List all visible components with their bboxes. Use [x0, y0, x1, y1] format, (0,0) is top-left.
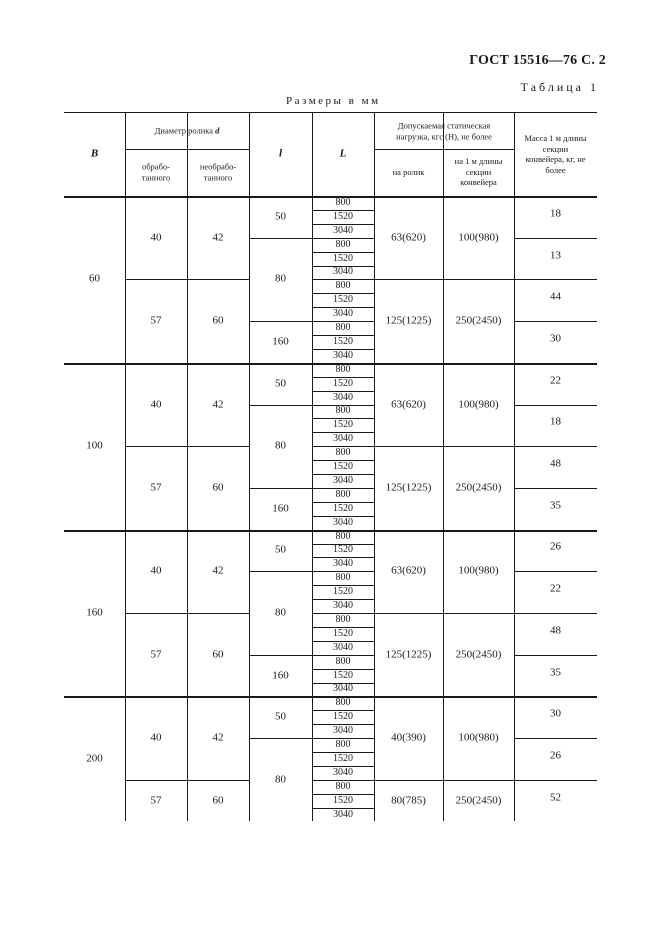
table-rule [249, 738, 312, 739]
header-diameter [155, 126, 220, 137]
L-value: 3040 [333, 474, 353, 486]
header-mass-line: более [545, 164, 566, 175]
load-section-value: 100(980) [458, 564, 499, 577]
load-section-value: 250(2450) [455, 648, 502, 661]
header-l: l [278, 147, 283, 160]
header-mass [524, 133, 586, 176]
header-machined [142, 161, 170, 182]
l-value: 50 [275, 710, 286, 723]
table-rule [125, 696, 126, 821]
L-value: 800 [335, 196, 351, 208]
L-value: 3040 [333, 349, 353, 361]
L-value: 1520 [333, 502, 353, 514]
L-value: 800 [335, 572, 351, 584]
L-value: 800 [335, 613, 351, 625]
d-machined-value: 40 [150, 731, 162, 744]
L-value: 800 [335, 697, 351, 709]
table-rule [514, 405, 597, 406]
load-roller-value: 125(1225) [385, 481, 432, 494]
l-value: 80 [275, 606, 286, 619]
L-value: 1520 [333, 586, 353, 598]
load-section-value: 100(980) [458, 731, 499, 744]
table-rule [125, 112, 126, 196]
L-value: 1520 [333, 794, 353, 806]
d-unmachined-value: 60 [212, 648, 224, 661]
table-rule [443, 149, 444, 196]
L-value: 3040 [333, 600, 353, 612]
table-rule [374, 613, 514, 614]
l-value: 80 [275, 773, 286, 786]
mass-value: 52 [550, 791, 561, 804]
L-value: 800 [335, 363, 351, 375]
load-roller-value: 125(1225) [385, 648, 432, 661]
table-rule [249, 488, 312, 489]
table-rule [443, 696, 444, 821]
table-rule [514, 738, 597, 739]
load-roller-value: 80(785) [391, 794, 426, 807]
L-value: 800 [335, 530, 351, 542]
header-big-l: L [339, 147, 347, 160]
l-value: 50 [275, 210, 286, 223]
table-rule [125, 613, 249, 614]
header-machined-line: обрабо- [141, 161, 170, 172]
table-rule [249, 363, 250, 530]
d-machined-value: 57 [150, 648, 162, 661]
L-value: 1520 [333, 210, 353, 222]
load-section-value: 100(980) [458, 231, 499, 244]
d-machined-value: 57 [150, 314, 162, 327]
d-machined-value: 40 [150, 564, 162, 577]
table-rule [374, 446, 514, 447]
d-unmachined-value: 42 [212, 564, 224, 577]
d-unmachined-value: 42 [212, 731, 224, 744]
d-unmachined-value: 60 [212, 794, 224, 807]
l-value: 160 [272, 335, 289, 348]
L-value: 1520 [333, 711, 353, 723]
mass-value: 13 [550, 249, 561, 262]
load-section-value: 250(2450) [455, 481, 502, 494]
header-b: B [90, 147, 99, 160]
l-value: 80 [275, 272, 286, 285]
header-diameter-text: Диаметр ролика [154, 125, 216, 136]
L-value: 800 [335, 322, 351, 334]
header-load-line: Допускаемая статическая [397, 120, 491, 131]
table-label: Таблица 1 [520, 80, 599, 94]
d-machined-value: 40 [150, 231, 162, 244]
mass-value: 35 [550, 499, 561, 512]
mass-value: 30 [550, 707, 561, 720]
L-value: 800 [335, 238, 351, 250]
L-value: 1520 [333, 419, 353, 431]
table-rule [514, 780, 597, 781]
table-rule [249, 571, 312, 572]
table-rule [374, 149, 514, 150]
l-value: 50 [275, 543, 286, 556]
table-rule [514, 488, 597, 489]
table-rule [249, 321, 312, 322]
table-rule [64, 696, 597, 698]
table-rule [374, 279, 514, 280]
L-value: 800 [335, 780, 351, 792]
header-load-roller: на ролик [392, 166, 425, 177]
load-roller-value: 63(620) [391, 231, 426, 244]
L-value: 3040 [333, 224, 353, 236]
table-rule [249, 238, 312, 239]
table-rule [312, 696, 313, 821]
b-value: 60 [89, 272, 100, 285]
L-value: 3040 [333, 766, 353, 778]
b-value: 160 [86, 606, 103, 619]
L-value: 1520 [333, 294, 353, 306]
header-mass-line: Масса 1 м длины [524, 132, 587, 143]
d-machined-value: 40 [150, 398, 162, 410]
b-value: 100 [86, 439, 103, 452]
header-unmachined [200, 161, 236, 182]
L-value: 3040 [333, 516, 353, 528]
table-rule [125, 279, 249, 280]
load-section-value: 100(980) [458, 398, 499, 410]
mass-value: 30 [550, 332, 561, 345]
l-value: 160 [272, 502, 289, 515]
table-rule [514, 613, 597, 614]
table-rule [514, 112, 515, 196]
header-load [396, 120, 492, 141]
mass-value: 48 [550, 457, 561, 470]
table-rule [249, 405, 312, 406]
header-unmachined-line: танного [203, 172, 233, 182]
table-rule [514, 655, 597, 656]
L-value: 1520 [333, 335, 353, 347]
load-section-value: 250(2450) [455, 794, 502, 807]
table-rule [514, 446, 597, 447]
L-value: 1520 [333, 461, 353, 473]
L-value: 3040 [333, 433, 353, 445]
L-value: 800 [335, 739, 351, 751]
load-section-value: 250(2450) [455, 314, 502, 327]
mass-value: 26 [550, 749, 561, 762]
L-value: 3040 [333, 558, 353, 570]
table-rule [249, 196, 250, 363]
table-rule [187, 696, 188, 821]
header-mass-line: конвейера, кг, не [525, 154, 586, 164]
L-value: 3040 [333, 725, 353, 737]
header-diameter-symbol: d [215, 125, 220, 136]
L-value: 3040 [333, 391, 353, 403]
d-unmachined-value: 42 [212, 231, 224, 244]
load-roller-value: 40(390) [391, 731, 426, 744]
header-load-section-line: секции [465, 166, 492, 177]
table-rule [514, 321, 597, 322]
table-rule [514, 279, 597, 280]
table-rule [249, 655, 312, 656]
mass-value: 35 [550, 666, 561, 679]
dimensions-note: Размеры в мм [286, 95, 381, 107]
d-machined-value: 57 [150, 481, 162, 494]
table-rule [312, 112, 313, 196]
b-value: 200 [86, 752, 103, 765]
L-value: 800 [335, 488, 351, 500]
mass-value: 44 [550, 290, 561, 303]
mass-value: 48 [550, 624, 561, 637]
l-value: 80 [275, 439, 286, 452]
table-rule [125, 780, 249, 781]
mass-value: 22 [550, 582, 561, 595]
mass-value: 18 [550, 207, 561, 220]
header-machined-line: танного [141, 172, 171, 182]
L-value: 3040 [333, 808, 353, 820]
table-rule [64, 196, 597, 198]
header-unmachined-line: необрабо- [199, 161, 237, 172]
mass-value: 26 [550, 540, 561, 553]
L-value: 1520 [333, 752, 353, 764]
d-unmachined-value: 42 [212, 398, 224, 410]
table-rule [374, 112, 375, 196]
L-value: 3040 [333, 266, 353, 278]
table-rule [187, 149, 188, 196]
L-value: 1520 [333, 544, 353, 556]
header-mass-line: секции [542, 143, 569, 154]
table-rule [64, 363, 597, 365]
L-value: 1520 [333, 669, 353, 681]
table-rule [514, 696, 515, 821]
L-value: 800 [335, 447, 351, 459]
header-load-section-line: на 1 м длины [454, 156, 503, 167]
header-load-section [455, 156, 503, 188]
header-load-line: нагрузка, кгс (Н), не более [396, 131, 492, 141]
table-rule [374, 696, 375, 821]
L-value: 3040 [333, 308, 353, 320]
table-rule [249, 696, 250, 821]
d-machined-value: 57 [150, 794, 162, 807]
header-load-section-line: конвейера [460, 177, 497, 188]
mass-value: 18 [550, 415, 561, 428]
table-rule [249, 112, 250, 196]
load-roller-value: 63(620) [391, 398, 426, 410]
d-unmachined-value: 60 [212, 481, 224, 494]
l-value: 50 [275, 377, 286, 390]
table-rule [64, 112, 597, 113]
table-rule [64, 530, 597, 532]
table-rule [249, 530, 250, 697]
table-rule [514, 238, 597, 239]
standard-number: ГОСТ 15516—76 С. 2 [469, 53, 606, 68]
L-value: 800 [335, 280, 351, 292]
d-unmachined-value: 60 [212, 314, 224, 327]
table-rule [374, 780, 514, 781]
L-value: 800 [335, 405, 351, 417]
L-value: 1520 [333, 627, 353, 639]
table-rule [514, 571, 597, 572]
L-value: 3040 [333, 641, 353, 653]
load-roller-value: 125(1225) [385, 314, 432, 327]
L-value: 800 [335, 655, 351, 667]
L-value: 1520 [333, 252, 353, 264]
table-rule [125, 446, 249, 447]
L-value: 3040 [333, 683, 353, 695]
L-value: 1520 [333, 377, 353, 389]
mass-value: 22 [550, 374, 561, 387]
load-roller-value: 63(620) [391, 564, 426, 577]
l-value: 160 [272, 669, 289, 682]
